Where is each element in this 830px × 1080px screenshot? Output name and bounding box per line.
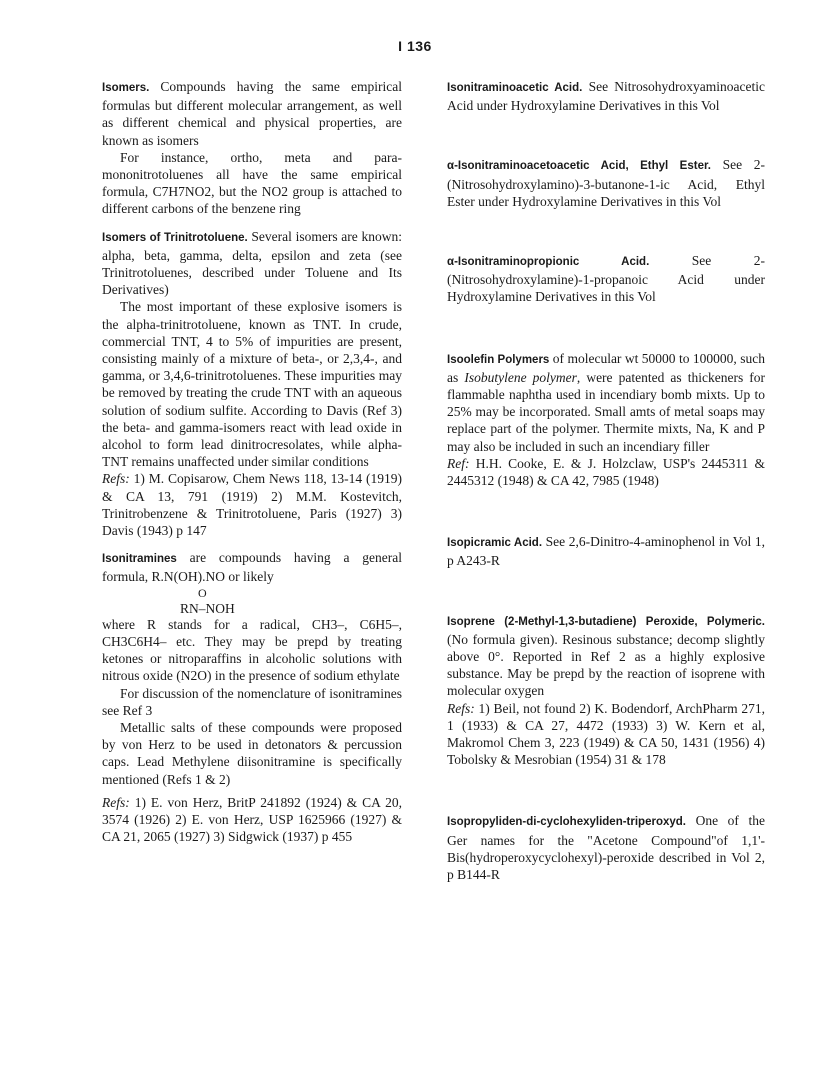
entry-isomers-tnt — [102, 228, 402, 540]
formula-chain: RN–NOH — [180, 600, 235, 616]
entry-isomers — [102, 78, 402, 218]
entry-heading: α-Isonitraminoacetoacetic Acid, Ethyl Ester. — [447, 160, 712, 173]
entry-heading: Isoprene (2-Methyl-1,3-butadiene) Peroxide, Polymeric. — [447, 615, 765, 628]
entry-heading: Isopropyliden-di-cyclohexyliden-triperoxyd. — [447, 816, 686, 829]
entry-isoolefin-ref: Ref: H.H. Cooke, E. & J. Holzclaw, USP's 2445311 & 2445312 (1948) & CA 42, 7985 (1948) — [447, 455, 765, 489]
entry-isonitramines-para1: Isonitramines are compounds having a general formula, R.N(OH).NO or likely — [102, 550, 402, 585]
formula-oxygen: O — [198, 585, 207, 600]
entry-heading: Isopicramic Acid. — [447, 537, 543, 550]
entry-isoprene-peroxide: Isoprene (2-Methyl-1,3-butadiene) Peroxide, Polymeric. (No formula given). Resinous substance; decomp slightly above 0°. Reported in Ref 2 as a highly explosive substance. May be prepd by the reaction of isoprene with molecular oxygen Refs: 1) Beil, not found 2) K. Bodendorf, ArchPharm 271, 1 (1933) & CA 27, 4472 (1933) 3) W. Kern et al, Makromol Chem 3, 223 (1949) & CA 50, 1431 (1956) 4) Tobolsky & Mesrobian (1954) 31 & 178 — [447, 615, 765, 768]
entry-heading: Isonitraminoacetic Acid. — [447, 82, 583, 94]
entry-isonitramines-refs: Refs: 1) E. von Herz, BritP 241892 (1924) & CA 20, 3574 (1926) 2) E. von Herz, USP 1625966 (1927) & CA 21, 2065 (1927) 3) Sidgwick (1937) p 455 — [102, 794, 402, 845]
entry-isonitraminopropionic: α-Isonitraminopropionic Acid. See 2-(Nitrosohydroxylamine)-1-propanoic Acid under Hydroxylamine Derivatives in this Vol — [447, 253, 765, 305]
right-column — [447, 78, 765, 883]
entry-isonitramines-para2: where R stands for a radical, CH3–, C6H5–, CH3C6H4– etc. They may be prepd by treating ketones or nitroparaffins in alcoholic solutions with nitrous oxide (N2O) in the presence of sodium ethylate — [102, 616, 402, 684]
entry-heading: α-Isonitraminopropionic Acid. — [447, 256, 650, 269]
structural-formula — [102, 586, 402, 616]
entry-isoprene-refs: Refs: 1) Beil, not found 2) K. Bodendorf, ArchPharm 271, 1 (1933) & CA 27, 4472 (1933) 3) W. Kern et al, Makromol Chem 3, 223 (1949) & CA 50, 1431 (1956) 4) Tobolsky & Mesrobian (1954) 31 & 178 — [447, 700, 765, 768]
entry-heading: Isomers. — [102, 82, 150, 94]
entry-heading: Isonitramines — [102, 553, 177, 566]
entry-tnt-para2: The most important of these explosive isomers is the alpha-trinitrotoluene, known as TNT. In crude, commercial TNT, 4 to 5% of impurities are present, consisting mainly of a mixture of beta-, or 2,3,4-, and gamma, or 3,4,6-trinitrotoluenes. These impurities may be removed by treating the crude TNT with an aqueous solution of sodium sulfite. According to Davis (Ref 3) the beta- and gamma-isomers react with lead oxide in alcohol to form lead dinitrocresolates, while alpha-TNT remains unaffected under similar conditions — [102, 299, 402, 470]
entry-isonitramines — [102, 549, 402, 845]
entry-isonitramines-para4: Metallic salts of these compounds were proposed by von Herz to be used in detonators & percussion caps. Lead Methylene diisonitramine is specifically mentioned (Refs 1 & 2) — [102, 719, 402, 787]
entry-isomers-para2: For instance, ortho, meta and para-mononitrotoluenes all have the same empirical formula, C7H7NO2, but the NO2 group is attached to different carbons of the benzene ring — [102, 149, 402, 217]
entry-isonitraminoacetoacetic: α-Isonitraminoacetoacetic Acid, Ethyl Ester. See 2-(Nitrosohydroxylamino)-3-butanone-1-ic Acid, Ethyl Ester under Hydroxylamine Derivatives in this Vol — [447, 157, 765, 209]
entry-isomers-para1: Isomers. Compounds having the same empirical formulas but different molecular arrangement, as well as different chemical and physical properties, are known as isomers — [102, 79, 402, 148]
entry-tnt-refs: Refs: 1) M. Copisarow, Chem News 118, 13-14 (1919) & CA 13, 791 (1919) 2) M.M. Kostevitch, Trinitrobenzene & Trinitrotoluene, Paris (1927) 3) Davis (1943) p 147 — [102, 471, 402, 539]
entry-heading: Isoolefin Polymers — [447, 353, 550, 366]
entry-isoolefin-polymers: Isoolefin Polymers of molecular wt 50000 to 100000, such as Isobutylene polymer, were patented as thickeners for flammable naphtha used in incendiary bomb mixts. Up to 25% may be incorporated. Small amts of metal soaps may replace part of the polymer. Thermite mixts, Na, K and P may also be included in such an incendiary filler Ref: H.H. Cooke, E. & J. Holzclaw, USP's 2445311 & 2445312 (1948) & CA 42, 7985 (1948) — [447, 350, 766, 489]
entry-isopropyliden: Isopropyliden-di-cyclohexyliden-triperoxyd. One of the Ger names for the "Acetone Compound"of 1,1'-Bis(hydroperoxycyclohexyl)-peroxide described in Vol 2, p B144-R — [447, 813, 765, 883]
entry-isopicramic-acid: Isopicramic Acid. See 2,6-Dinitro-4-aminophenol in Vol 1, p A243-R — [447, 534, 765, 569]
page-number: I 136 — [398, 38, 432, 54]
left-column — [102, 78, 402, 845]
entry-isonitraminoacetic: Isonitraminoacetic Acid. See Nitrosohydroxyaminoacetic Acid under Hydroxylamine Derivatives in this Vol — [447, 79, 766, 114]
entry-heading: Isomers of Trinitrotoluene. — [102, 231, 248, 244]
entry-tnt-para1: Isomers of Trinitrotoluene. Several isomers are known: alpha, beta, gamma, delta, epsilon and zeta (see Trinitrotoluenes, described under Toluene and Its Derivatives) — [102, 228, 402, 298]
entry-isonitramines-para3: For discussion of the nomenclature of isonitramines see Ref 3 — [102, 685, 402, 718]
